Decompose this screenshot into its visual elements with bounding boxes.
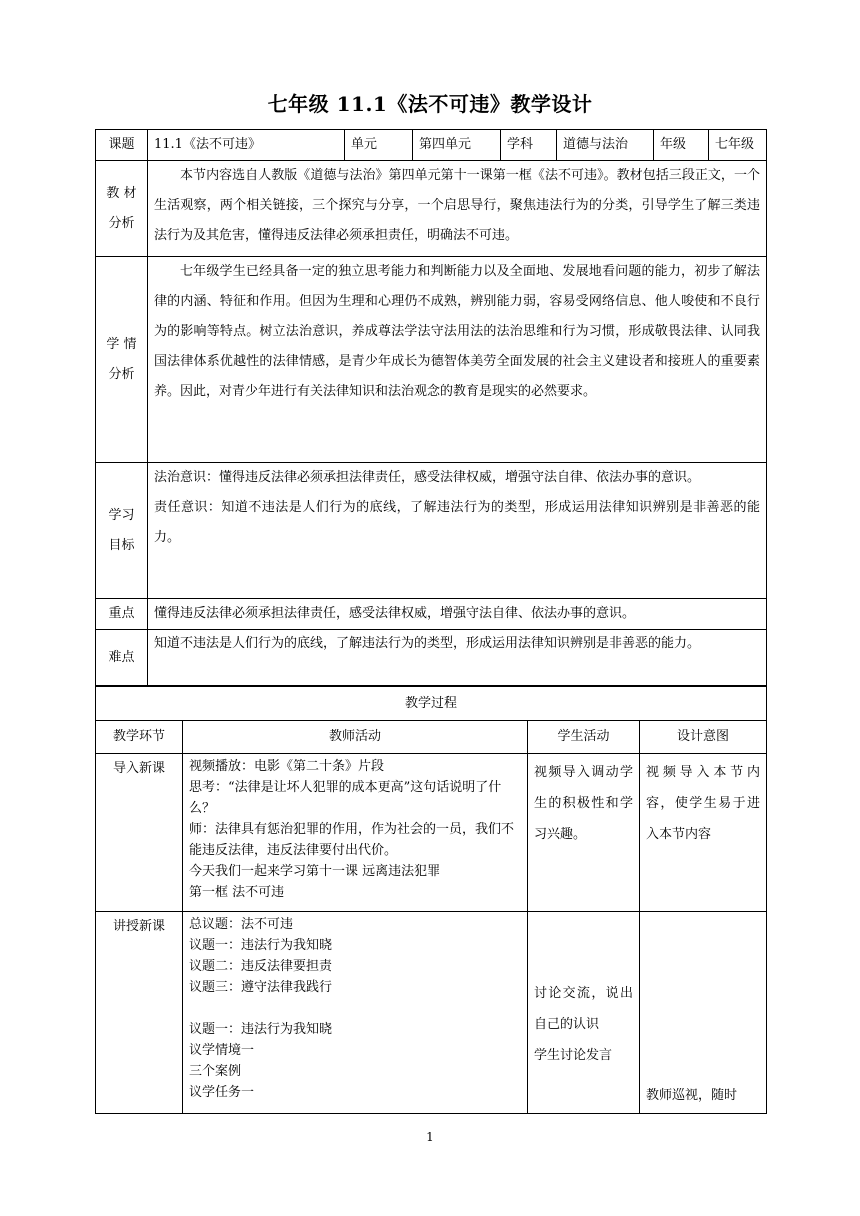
lecture-teacher-line: 议学任务一 (189, 1085, 255, 1100)
unit-value: 第四单元 (413, 130, 501, 161)
goals-label-line2: 目标 (108, 537, 135, 553)
lecture-row (96, 912, 767, 1114)
grade-value: 七年级 (709, 130, 767, 161)
grade-label: 年级 (654, 130, 709, 161)
subject-label: 学科 (501, 130, 557, 161)
lecture-design-intent: 教师巡视，随时 (640, 912, 767, 1114)
goals-row (96, 463, 767, 599)
lecture-teacher-line: 议题一：违法行为我知晓 (189, 938, 333, 953)
process-table (95, 686, 767, 1114)
intro-stage: 导入新课 (96, 754, 183, 912)
goals-label (96, 463, 148, 599)
header-intent: 设计意图 (640, 721, 767, 754)
header-student: 学生活动 (528, 721, 640, 754)
textbook-label (96, 161, 148, 257)
key-point-label: 重点 (96, 599, 148, 630)
lecture-teacher-line: 议学情境一 (189, 1043, 255, 1058)
course-row (96, 130, 767, 161)
goals-label-line1: 学习 (108, 507, 135, 523)
key-point-row (96, 599, 767, 630)
lecture-teacher-line: 议题三：遵守法律我践行 (189, 980, 333, 995)
course-label: 课题 (96, 130, 148, 161)
student-label-line2: 分析 (108, 366, 135, 382)
goals-text (148, 463, 767, 599)
subject-value: 道德与法治 (557, 130, 654, 161)
intro-teacher-line: 师：法律具有惩治犯罪的作用，作为社会的一员，我们不能违反法律，违反法律要付出代价。 (189, 822, 515, 858)
intro-teacher-activity (183, 754, 528, 912)
lecture-teacher-line: 三个案例 (189, 1064, 242, 1079)
difficulty-text: 知道不违法是人们行为的底线，了解违法行为的类型，形成运用法律知识辨别是非善恶的能力。 (148, 630, 767, 686)
process-title-row (96, 687, 767, 721)
header-teacher: 教师活动 (183, 721, 528, 754)
lecture-teacher-line: 总议题：法不可违 (189, 917, 294, 932)
lecture-teacher-spacer (189, 998, 521, 1019)
student-label (96, 257, 148, 463)
intro-teacher-line: 思考：“法律是让坏人犯罪的成本更高”这句话说明了什么？ (189, 780, 502, 816)
difficulty-label: 难点 (96, 630, 148, 686)
unit-label: 单元 (345, 130, 413, 161)
student-analysis-text: 七年级学生已经具备一定的独立思考能力和判断能力以及全面地、发展地看问题的能力，初步了解法律的内涵、特征和作用。但因为生理和心理仍不成熟，辨别能力弱，容易受网络信息、他人唆使和不良行为的影响等特点。树立法治意识，养成尊法学法守法用法的法治思维和行为习惯，形成敬畏法律、认同我国法律体系优越性的法律情感，是青少年成长为德智体美劳全面发展的社会主义建设者和接班人的重要素养。因此，对青少年进行有关法律知识和法治观念的教育是现实的必然要求。 (148, 257, 767, 463)
process-header-row (96, 721, 767, 754)
textbook-label-line1: 教 材 (106, 185, 137, 201)
lecture-teacher-line: 议题二：违反法律要担责 (189, 959, 333, 974)
goal-law-awareness: 法治意识：懂得违反法律必须承担法律责任，感受法律权威，增强守法自律、依法办事的意识。 (154, 470, 701, 485)
student-label-line1: 学 情 (106, 336, 137, 352)
key-point-text: 懂得违反法律必须承担法律责任，感受法律权威，增强守法自律、依法办事的意识。 (148, 599, 767, 630)
lecture-student-line: 学生讨论发言 (534, 1048, 613, 1063)
intro-teacher-line: 今天我们一起来学习第十一课 远离违法犯罪 (189, 864, 441, 879)
intro-row (96, 754, 767, 912)
overview-table (95, 129, 767, 686)
textbook-label-line2: 分析 (108, 215, 135, 231)
goal-responsibility: 责任意识：知道不违法是人们行为的底线，了解违法行为的类型，形成运用法律知识辨别是非善恶的能力。 (154, 500, 760, 545)
student-row (96, 257, 767, 463)
textbook-row (96, 161, 767, 257)
header-stage: 教学环节 (96, 721, 183, 754)
lecture-stage: 讲授新课 (96, 912, 183, 1114)
difficulty-row (96, 630, 767, 686)
intro-teacher-line: 第一框 法不可违 (189, 885, 285, 900)
intro-teacher-line: 视频播放：电影《第二十条》片段 (189, 759, 385, 774)
textbook-analysis-text: 本节内容选自人教版《道德与法治》第四单元第十一课第一框《法不可违》。教材包括三段正文，一个生活观察，两个相关链接，三个探究与分享，一个启思导行，聚焦违法行为的分类，引导学生了解三类违法行为及其危害，懂得违反法律必须承担责任，明确法不可违。 (148, 161, 767, 257)
lecture-student-activity (528, 912, 640, 1114)
intro-design-intent: 视频导入本节内容，使学生易于进入本节内容 (640, 754, 767, 912)
lecture-teacher-line: 议题一：违法行为我知晓 (189, 1022, 333, 1037)
lecture-student-line: 讨论交流，说出自己的认识 (534, 986, 633, 1032)
page-number: 1 (426, 1130, 434, 1144)
page-title: 七年级 11.1《法不可违》教学设计 (267, 92, 593, 116)
lecture-teacher-activity (183, 912, 528, 1114)
intro-student-activity: 视频导入调动学生的积极性和学习兴趣。 (528, 754, 640, 912)
process-title: 教学过程 (96, 687, 767, 721)
course-value: 11.1《法不可违》 (148, 130, 345, 161)
